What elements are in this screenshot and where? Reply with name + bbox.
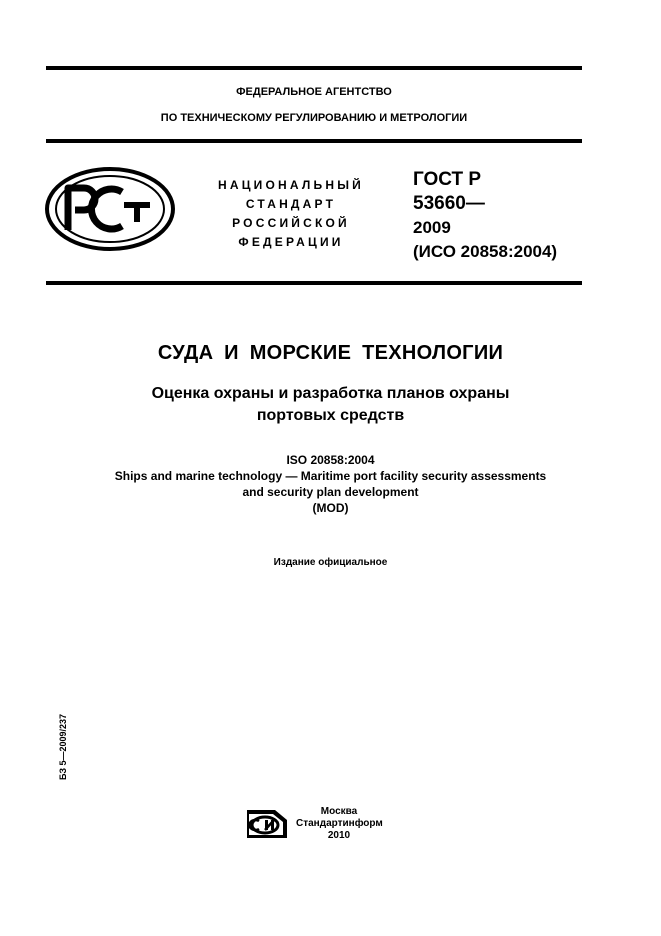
gost-iso-equivalent: (ИСО 20858:2004) <box>413 242 558 261</box>
document-title: СУДА И МОРСКИЕ ТЕХНОЛОГИИ <box>157 342 504 364</box>
iso-title-line-2: and security plan development <box>242 485 419 499</box>
national-line-4: ФЕДЕРАЦИИ <box>238 235 344 249</box>
gost-designation <box>413 168 593 264</box>
iso-title-line-1: Ships and marine technology — Maritime port facility security assessments <box>114 469 547 483</box>
national-line-1: НАЦИОНАЛЬНЫЙ <box>217 178 365 192</box>
publisher-info <box>296 806 382 842</box>
iso-code: ISO 20858:2004 <box>286 453 375 467</box>
gost-year: 2009 <box>413 218 451 237</box>
edition-label: Издание официальное <box>273 557 388 568</box>
iso-reference <box>0 452 661 516</box>
header-bottom-rule <box>46 139 582 143</box>
national-standard-label <box>196 176 386 252</box>
publisher-year: 2010 <box>327 830 351 841</box>
publisher-name: Стандартинформ <box>296 818 383 829</box>
subtitle-line-1: Оценка охраны и разработка планов охраны <box>151 385 510 402</box>
side-catalog-code: БЗ 5—2009/237 <box>58 713 68 780</box>
agency-line-2: ПО ТЕХНИЧЕСКОМУ РЕГУЛИРОВАНИЮ И МЕТРОЛОГИИ <box>160 112 468 124</box>
subtitle-line-2: портовых средств <box>256 407 405 424</box>
national-line-2: СТАНДАРТ <box>245 197 337 211</box>
document-subtitle <box>0 383 661 427</box>
standartinform-logo-icon <box>245 806 289 840</box>
publisher-city: Москва <box>320 806 358 817</box>
gost-label: ГОСТ Р <box>413 169 482 190</box>
iso-modification: (MOD) <box>312 501 349 515</box>
national-line-3: РОССИЙСКОЙ <box>232 216 350 230</box>
agency-line-1: ФЕДЕРАЛЬНОЕ АГЕНТСТВО <box>236 86 392 98</box>
gost-number: 53660— <box>413 193 485 214</box>
standard-block-bottom-rule <box>46 281 582 285</box>
rst-logo-icon <box>44 166 176 252</box>
top-rule <box>46 66 582 70</box>
